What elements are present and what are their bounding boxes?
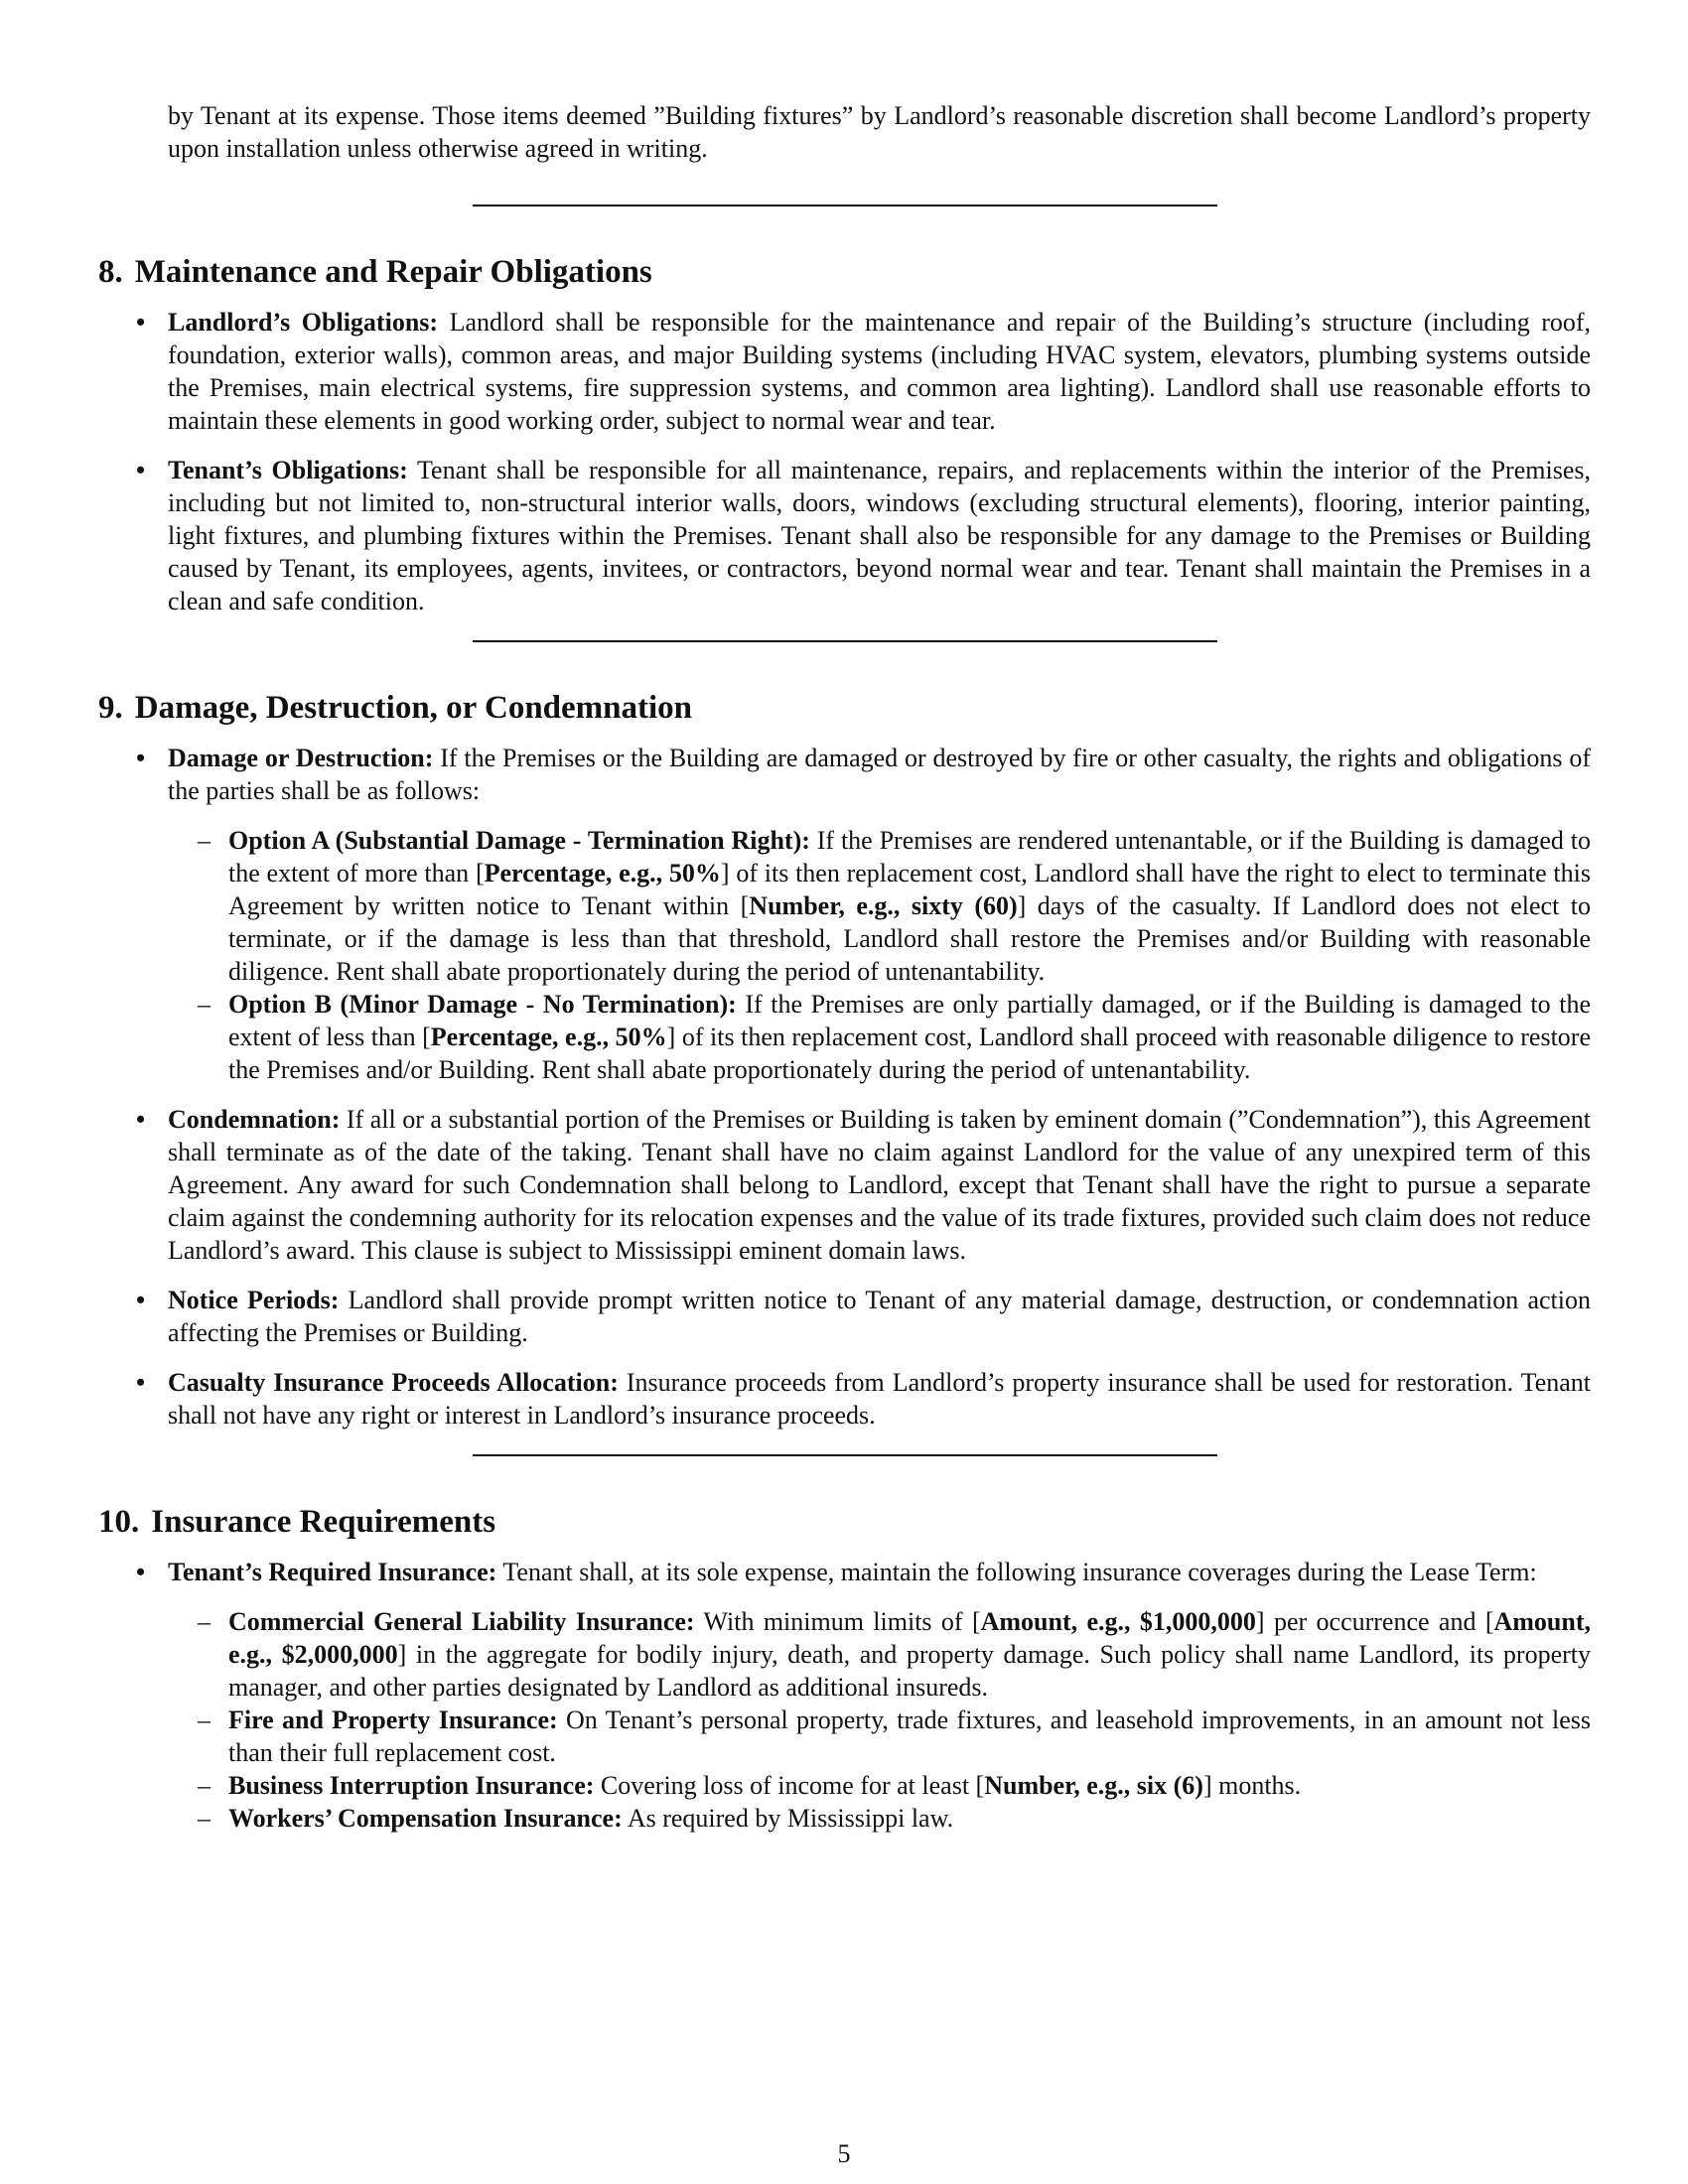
item-text: Covering loss of income for at least [: [594, 1771, 985, 1800]
placeholder-field: Percentage, e.g., 50%: [484, 859, 721, 887]
dash-icon: –: [198, 1706, 211, 1734]
dash-icon: –: [198, 826, 211, 855]
placeholder-field: Percentage, e.g., 50%: [430, 1023, 667, 1051]
item-text: As required by Mississippi law.: [622, 1804, 954, 1833]
list-item: [98, 454, 1591, 617]
bullet-icon: •: [136, 1286, 146, 1314]
section-number: 10.: [98, 1504, 140, 1540]
insurance-coverages-list: [168, 1605, 1591, 1835]
section-10-heading: [98, 1502, 1591, 1542]
section-title: Damage, Destruction, or Condemnation: [134, 690, 693, 726]
dash-icon: –: [198, 990, 211, 1019]
bullet-icon: •: [136, 308, 146, 337]
sub-list-item: [168, 1704, 1591, 1769]
bullet-icon: •: [136, 1368, 146, 1397]
item-text: If the Premises are only partially damaged, or if the Building is damaged to the extent of less than [: [228, 990, 1591, 1051]
sub-list-item: [168, 1769, 1591, 1802]
sub-list-item: [168, 1802, 1591, 1835]
item-label: Workers’ Compensation Insurance:: [228, 1804, 623, 1833]
item-label: Tenant’s Obligations:: [168, 456, 408, 484]
list-item: [98, 1284, 1591, 1349]
section-divider: [473, 1454, 1217, 1456]
sub-list-item: [168, 824, 1591, 988]
dash-icon: –: [198, 1804, 211, 1833]
item-text: If the Premises or the Building are damaged or destroyed by fire or other casualty, the rights and obligations of the parties shall be as follows:: [168, 744, 1591, 805]
section-divider: [473, 640, 1217, 642]
item-label: Notice Periods:: [168, 1286, 340, 1314]
list-item: [98, 1366, 1591, 1432]
item-text: ] per occurrence and [: [1255, 1607, 1494, 1636]
list-item: [98, 1103, 1591, 1267]
item-label: Casualty Insurance Proceeds Allocation:: [168, 1368, 619, 1397]
section-8-list: [98, 306, 1591, 617]
damage-options-list: [168, 824, 1591, 1086]
item-text: On Tenant’s personal property, trade fixtures, and leasehold improvements, in an amount not less than their full replacement cost.: [228, 1706, 1591, 1767]
item-text: If the Premises are rendered untenantable, or if the Building is damaged to the extent of more than [: [228, 826, 1591, 887]
section-9-list: [98, 742, 1591, 1432]
section-divider: [473, 205, 1217, 206]
section-number: 9.: [98, 690, 123, 726]
item-text: Tenant shall, at its sole expense, maintain the following insurance coverages during the Lease Term:: [496, 1558, 1537, 1586]
item-text: Landlord shall be responsible for the maintenance and repair of the Building’s structure (including roof, foundation, exterior walls), common areas, and major Building systems (including HVAC system, elevators, plumbing systems outside the Premises, main electrical systems, fire suppression systems, and common area lighting). Landlord shall use reasonable efforts to maintain these elements in good working order, subject to normal wear and tear.: [168, 308, 1592, 435]
dash-icon: –: [198, 1771, 211, 1800]
list-item: [98, 1556, 1591, 1835]
item-text: ] days of the casualty. If Landlord does not elect to terminate, or if the damage is less than that threshold, Landlord shall restore the Premises and/or Building with reasonable diligence. Rent shall abate proportionately during the period of untenantability.: [228, 891, 1592, 986]
section-number: 8.: [98, 254, 123, 290]
bullet-icon: •: [136, 1558, 146, 1586]
bullet-icon: •: [136, 1105, 146, 1134]
item-label: Business Interruption Insurance:: [228, 1771, 595, 1800]
item-text: Landlord shall provide prompt written notice to Tenant of any material damage, destruction, or condemnation action affecting the Premises or Building.: [168, 1286, 1591, 1347]
item-label: Landlord’s Obligations:: [168, 308, 439, 337]
item-text: ] in the aggregate for bodily injury, death, and property damage. Such policy shall name Landlord, its property manager, and other parties designated by Landlord as additional insureds.: [228, 1640, 1591, 1702]
placeholder-field: Amount, e.g., $1,000,000: [980, 1607, 1256, 1636]
section-10-list: [98, 1556, 1591, 1835]
item-label: Commercial General Liability Insurance:: [228, 1607, 695, 1636]
list-item: [98, 742, 1591, 1086]
page-number: 5: [837, 2139, 851, 2168]
bullet-icon: •: [136, 744, 146, 772]
placeholder-field: Number, e.g., sixty (60): [749, 891, 1018, 920]
continuation-paragraph: by Tenant at its expense. Those items deemed ”Building fixtures” by Landlord’s reasonable discretion shall become Landlord’s property upon installation unless otherwise agreed in writing.: [168, 101, 1591, 163]
item-text: Insurance proceeds from Landlord’s property insurance shall be used for restoration. Tenant shall not have any right or interest in Landlord’s insurance proceeds.: [168, 1368, 1592, 1430]
dash-icon: –: [198, 1607, 211, 1636]
sub-list-item: [168, 988, 1591, 1086]
item-text: ] months.: [1202, 1771, 1302, 1800]
item-label: Tenant’s Required Insurance:: [168, 1558, 497, 1586]
item-text: With minimum limits of [: [694, 1607, 981, 1636]
item-label: Fire and Property Insurance:: [228, 1706, 558, 1734]
section-title: Insurance Requirements: [151, 1504, 496, 1540]
item-text: ] of its then replacement cost, Landlord shall have the right to elect to terminate this Agreement by written notice to Tenant within [: [228, 859, 1591, 920]
item-text: If all or a substantial portion of the Premises or Building is taken by eminent domain (”Condemnation”), this Agreement shall terminate as of the date of the taking. Tenant shall have no claim against Landlord for the value of any unexpired term of this Agreement. Any award for such Condemnation shall belong to Landlord, except that Tenant shall have the right to pursue a separate claim against the condemning authority for its relocation expenses and the value of its trade fixtures, provided such claim does not reduce Landlord’s award. This clause is subject to Mississippi eminent domain laws.: [168, 1105, 1591, 1265]
sub-list-item: [168, 1605, 1591, 1704]
placeholder-field: Amount, e.g., $2,000,000: [228, 1607, 1591, 1669]
section-9-heading: [98, 688, 1591, 728]
page-content: [98, 99, 1591, 1851]
item-text: ] of its then replacement cost, Landlord shall proceed with reasonable diligence to restore the Premises and/or Building. Rent shall abate proportionately during the period of untenantability.: [228, 1023, 1591, 1084]
list-item: [98, 306, 1591, 437]
section-title: Maintenance and Repair Obligations: [134, 254, 652, 290]
item-label: Option B (Minor Damage - No Termination):: [228, 990, 737, 1019]
item-text: Tenant shall be responsible for all maintenance, repairs, and replacements within the interior of the Premises, including but not limited to, non-structural interior walls, doors, windows (excluding structural elements), flooring, interior painting, light fixtures, and plumbing fixtures within the Premises. Tenant shall also be responsible for any damage to the Premises or Building caused by Tenant, its employees, agents, invitees, or contractors, beyond normal wear and tear. Tenant shall maintain the Premises in a clean and safe condition.: [168, 456, 1591, 615]
item-label: Condemnation:: [168, 1105, 341, 1134]
section-8-heading: [98, 252, 1591, 292]
item-label: Damage or Destruction:: [168, 744, 434, 772]
placeholder-field: Number, e.g., six (6): [984, 1771, 1203, 1800]
item-label: Option A (Substantial Damage - Termination Right):: [228, 826, 810, 855]
bullet-icon: •: [136, 456, 146, 484]
